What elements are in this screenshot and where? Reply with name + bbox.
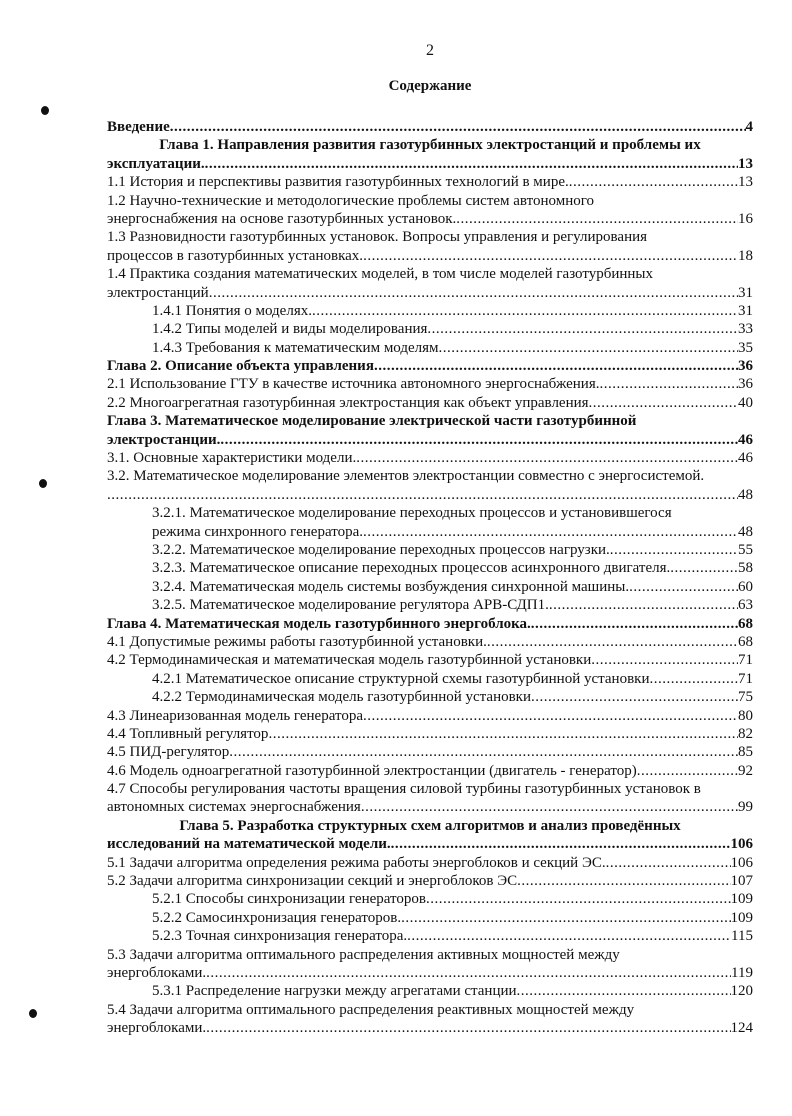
toc-title: Содержание <box>388 78 472 94</box>
toc-entry-line <box>107 707 753 725</box>
toc-entry-line <box>107 762 753 780</box>
dot-leader <box>312 302 738 320</box>
toc-entry-line <box>107 780 753 798</box>
toc-page-number: 92 <box>738 762 753 779</box>
toc-entry[interactable] <box>107 615 753 633</box>
toc-entry-title: 4.3 Линеаризованная модель генератора <box>107 707 364 724</box>
toc-entry-line <box>107 265 753 283</box>
toc-entry[interactable] <box>107 339 753 357</box>
toc-page-number: 68 <box>738 615 753 632</box>
toc-entry-title-cont: энергоблоками. <box>107 964 207 981</box>
toc-entry-line <box>107 228 753 246</box>
toc-entry-title: 5.2.3 Точная синхронизация генератора. <box>152 928 408 945</box>
dot-leader <box>170 118 746 136</box>
toc-entry-line <box>107 615 753 633</box>
dot-leader <box>649 670 738 688</box>
toc-entry-title: 3.2.4. Математическая модель системы возбуждения синхронной машины. <box>152 578 630 595</box>
toc-entry-title: 5.4 Задачи алгоритма оптимального распределения реактивных мощностей между <box>107 1001 635 1018</box>
toc-entry-line <box>107 302 753 320</box>
toc-entry[interactable] <box>107 890 753 908</box>
toc-entry-title: 4.4 Топливный регулятор <box>107 725 269 742</box>
dot-leader <box>206 1019 730 1037</box>
toc-entry[interactable] <box>107 192 753 229</box>
toc-page-number: 13 <box>738 174 753 191</box>
toc-entry[interactable] <box>107 780 753 817</box>
toc-page-number: 80 <box>738 707 753 724</box>
toc-entry-title: 2.1 Использование ГТУ в качестве источника автономного энергоснабжения. <box>107 376 600 393</box>
toc-entry[interactable] <box>107 817 753 854</box>
toc-page-number: 99 <box>738 799 753 816</box>
toc-entry-line <box>107 798 753 816</box>
toc-entry[interactable] <box>107 302 753 320</box>
toc-entry-line <box>107 394 753 412</box>
toc-entry-title: 4.1 Допустимые режимы работы газотурбинной установки. <box>107 633 487 650</box>
dot-leader <box>517 982 731 1000</box>
toc-entry-line <box>107 982 753 1000</box>
toc-entry-line <box>107 670 753 688</box>
toc-entry-title: 5.3 Задачи алгоритма оптимального распределения активных мощностей между <box>107 946 620 963</box>
toc-entry-title-cont: эксплуатации. <box>107 155 205 172</box>
toc-entry-line <box>107 173 753 191</box>
dot-leader <box>487 633 738 651</box>
toc-entry-title-cont: электростанций <box>107 284 209 301</box>
toc-page-number: 82 <box>738 725 753 742</box>
dot-leader <box>606 854 731 872</box>
dot-leader <box>610 541 738 559</box>
toc-entry[interactable] <box>107 596 753 614</box>
toc-entry-line <box>107 467 753 485</box>
toc-entry-line <box>107 964 753 982</box>
toc-entry-line <box>107 688 753 706</box>
toc-entry-title: 4.7 Способы регулирования частоты вращения силовой турбины газотурбинных установок в <box>107 781 701 798</box>
toc-page-number: 85 <box>738 744 753 761</box>
toc-entry[interactable] <box>107 707 753 725</box>
toc-page-number: 31 <box>738 284 753 301</box>
toc-entry-title: 3.2.3. Математическое описание переходных процессов асинхронного двигателя. <box>152 560 671 577</box>
toc-entry-title-cont: электростанции. <box>107 431 221 448</box>
toc-page-number: 71 <box>738 670 753 687</box>
toc-entry[interactable] <box>107 357 753 375</box>
dot-leader <box>407 927 731 945</box>
toc-entry-line <box>107 210 753 228</box>
dot-leader <box>426 890 731 908</box>
toc-page-number: 40 <box>738 394 753 411</box>
table-of-contents <box>107 118 753 1038</box>
toc-page-number: 109 <box>730 891 753 908</box>
dot-leader <box>456 210 738 228</box>
toc-entry-title: 1.3 Разновидности газотурбинных установок. Вопросы управления и регулирования <box>107 229 648 246</box>
toc-entry-title: 4.5 ПИД-регулятор <box>107 744 230 761</box>
page-number: 2 <box>426 42 434 59</box>
toc-entry[interactable] <box>107 118 753 136</box>
toc-entry-line <box>107 835 753 853</box>
dot-leader <box>356 449 738 467</box>
dot-leader <box>363 247 738 265</box>
toc-page-number: 106 <box>730 854 753 871</box>
toc-entry-title-cont: автономных системах энергоснабжения <box>107 799 361 816</box>
toc-entry-line <box>107 155 753 173</box>
toc-entry-title: 1.4.3 Требования к математическим моделям <box>152 339 439 356</box>
toc-page-number: 4 <box>745 119 753 135</box>
toc-page-number: 36 <box>738 376 753 393</box>
toc-page-number: 63 <box>738 597 753 614</box>
toc-entry[interactable] <box>107 412 753 449</box>
dot-leader <box>363 523 738 541</box>
toc-entry-title: 5.1 Задачи алгоритма определения режима работы энергоблоков и секций ЭС. <box>107 854 606 871</box>
toc-entry-title: 5.2.1 Способы синхронизации генераторов <box>152 891 426 908</box>
toc-entry[interactable] <box>107 559 753 577</box>
toc-entry-line <box>107 118 753 136</box>
toc-page-number: 124 <box>730 1020 753 1037</box>
toc-entry-line <box>107 523 753 541</box>
toc-entry-line <box>107 486 753 504</box>
toc-entry-title-cont: энергоблоками. <box>107 1020 207 1037</box>
toc-entry-line <box>107 651 753 669</box>
dot-leader <box>268 725 738 743</box>
toc-entry-line <box>107 946 753 964</box>
toc-page-number: 119 <box>731 964 753 981</box>
toc-entry-title: Глава 5. Разработка структурных схем алгоритмов и анализ проведённых <box>179 817 681 834</box>
dot-leader <box>517 872 730 890</box>
dot-leader <box>401 909 730 927</box>
toc-entry-title: 1.1 История и перспективы развития газотурбинных технологий в мире. <box>107 174 569 191</box>
toc-entry-title-cont: энергоснабжения на основе газотурбинных установок. <box>107 210 457 227</box>
toc-entry-line <box>107 743 753 761</box>
toc-page-number: 75 <box>738 689 753 706</box>
toc-entry-title: 5.2 Задачи алгоритма синхронизации секций и энергоблоков ЭС <box>107 873 518 890</box>
dot-leader <box>589 394 738 412</box>
toc-entry[interactable] <box>107 743 753 761</box>
toc-entry-line <box>107 247 753 265</box>
toc-entry[interactable] <box>107 633 753 651</box>
toc-entry-title: 3.2.5. Математическое моделирование регулятора АРВ-СДП1. <box>152 597 549 614</box>
toc-page-number: 48 <box>738 523 753 540</box>
dot-leader <box>361 798 738 816</box>
toc-entry[interactable] <box>107 946 753 983</box>
toc-entry-title: 2.2 Многоагрегатная газотурбинная электростанция как объект управления <box>107 394 589 411</box>
toc-entry-title-cont: режима синхронного генератора. <box>152 523 363 540</box>
toc-entry-line <box>107 375 753 393</box>
toc-entry-title-cont: процессов в газотурбинных установках. <box>107 247 364 264</box>
toc-entry-title: 1.2 Научно-технические и методологические проблемы систем автономного <box>107 192 595 209</box>
dot-leader <box>374 357 738 375</box>
toc-entry[interactable] <box>107 375 753 393</box>
scan-speck <box>41 106 49 115</box>
toc-entry-line <box>107 192 753 210</box>
toc-entry[interactable] <box>107 927 753 945</box>
toc-entry[interactable] <box>107 1001 753 1038</box>
toc-entry-line <box>107 412 753 430</box>
toc-entry[interactable] <box>107 541 753 559</box>
toc-entry-line <box>107 357 753 375</box>
toc-entry-title: 3.2.1. Математическое моделирование переходных процессов и установившегося <box>152 505 672 522</box>
dot-leader <box>569 173 738 191</box>
toc-entry-title: 1.4 Практика создания математических моделей, в том числе моделей газотурбинных <box>107 266 654 283</box>
toc-entry-title: 4.2.1 Математическое описание структурной схемы газотурбинной установки <box>152 670 650 687</box>
toc-entry-line <box>107 927 753 945</box>
toc-entry-line <box>107 725 753 743</box>
toc-entry[interactable] <box>107 173 753 191</box>
toc-entry-line <box>107 504 753 522</box>
toc-page-number: 109 <box>730 909 753 926</box>
toc-entry-line <box>107 1019 753 1037</box>
dot-leader <box>637 762 738 780</box>
toc-page-number: 107 <box>730 873 753 890</box>
dot-leader <box>549 596 738 614</box>
toc-entry[interactable] <box>107 982 753 1000</box>
toc-page-number: 120 <box>730 983 753 1000</box>
toc-entry-title: Глава 4. Математическая модель газотурбинного энергоблока. <box>107 615 531 632</box>
dot-leader <box>599 375 738 393</box>
toc-entry[interactable] <box>107 725 753 743</box>
dot-leader <box>206 964 731 982</box>
toc-page-number: 13 <box>738 155 753 172</box>
toc-entry-title: Введение <box>107 119 170 135</box>
dot-leader <box>205 155 738 173</box>
toc-page-number: 33 <box>738 321 753 338</box>
toc-entry[interactable] <box>107 265 753 302</box>
toc-page-number: 16 <box>738 210 753 227</box>
toc-page-number: 55 <box>738 541 753 558</box>
toc-entry[interactable] <box>107 394 753 412</box>
dot-leader <box>427 320 738 338</box>
toc-page-number: 46 <box>738 431 753 448</box>
dot-leader <box>531 688 738 706</box>
dot-leader <box>670 559 738 577</box>
toc-entry-title: Глава 3. Математическое моделирование электрической части газотурбинной <box>107 413 637 430</box>
toc-entry-title: 4.6 Модель одноагрегатной газотурбинной электростанции (двигатель - генератор) <box>107 762 637 779</box>
toc-entry-line <box>107 284 753 302</box>
dot-leader <box>629 578 738 596</box>
toc-entry-line <box>107 431 753 449</box>
dot-leader <box>531 615 738 633</box>
toc-page-number: 36 <box>738 358 753 375</box>
toc-entry-title: 5.2.2 Самосинхронизация генераторов. <box>152 909 402 926</box>
scan-speck <box>39 479 47 488</box>
toc-page-number: 18 <box>738 247 753 264</box>
toc-page-number: 106 <box>730 836 753 853</box>
toc-entry-title: Глава 1. Направления развития газотурбинных электростанций и проблемы их <box>159 137 701 154</box>
toc-entry-line <box>107 320 753 338</box>
toc-entry-line <box>107 854 753 872</box>
dot-leader <box>363 707 738 725</box>
toc-page-number: 35 <box>738 339 753 356</box>
toc-page-number: 115 <box>731 928 753 945</box>
toc-entry-line <box>107 136 753 154</box>
toc-page-number: 71 <box>738 652 753 669</box>
toc-entry[interactable] <box>107 762 753 780</box>
dot-leader <box>209 284 738 302</box>
toc-entry-line <box>107 596 753 614</box>
toc-entry[interactable] <box>107 854 753 872</box>
toc-entry-title: Глава 2. Описание объекта управления <box>107 358 374 375</box>
toc-entry[interactable] <box>107 504 753 541</box>
toc-entry-line <box>107 578 753 596</box>
toc-entry[interactable] <box>107 670 753 688</box>
toc-entry-title: 3.2. Математическое моделирование элементов электростанции совместно с энергосистемой. <box>107 468 705 485</box>
toc-entry-line <box>107 449 753 467</box>
toc-page-number: 60 <box>738 578 753 595</box>
toc-entry-line <box>107 890 753 908</box>
toc-entry-title: 5.3.1 Распределение нагрузки между агрегатами станции <box>152 983 517 1000</box>
dot-leader <box>439 339 738 357</box>
toc-entry-line <box>107 541 753 559</box>
toc-entry-line <box>107 633 753 651</box>
toc-entry[interactable] <box>107 909 753 927</box>
toc-entry-line <box>107 339 753 357</box>
toc-page-number: 48 <box>738 486 753 503</box>
toc-entry-title: 3.2.2. Математическое моделирование переходных процессов нагрузки. <box>152 541 610 558</box>
toc-entry-title: 1.4.1 Понятия о моделях. <box>152 302 312 319</box>
toc-page-number: 31 <box>738 302 753 319</box>
toc-entry[interactable] <box>107 320 753 338</box>
toc-entry-line <box>107 817 753 835</box>
toc-page-number: 68 <box>738 633 753 650</box>
toc-entry[interactable] <box>107 228 753 265</box>
toc-entry-title: 3.1. Основные характеристики модели. <box>107 450 357 467</box>
toc-entry-line <box>107 872 753 890</box>
toc-entry-title-cont: исследований на математической модели. <box>107 836 391 853</box>
scan-speck <box>29 1009 37 1018</box>
toc-entry-line <box>107 559 753 577</box>
toc-entry-title: 4.2 Термодинамическая и математическая модель газотурбинной установки <box>107 652 592 669</box>
dot-leader <box>220 431 738 449</box>
toc-entry[interactable] <box>107 467 753 504</box>
dot-leader <box>229 743 738 761</box>
dot-leader <box>591 651 738 669</box>
toc-entry-title: 4.2.2 Термодинамическая модель газотурбинной установки <box>152 689 531 706</box>
toc-entry-line <box>107 909 753 927</box>
dot-leader <box>107 486 738 504</box>
toc-entry[interactable] <box>107 651 753 669</box>
toc-page-number: 46 <box>738 450 753 467</box>
toc-entry[interactable] <box>107 578 753 596</box>
toc-entry-line <box>107 1001 753 1019</box>
toc-entry[interactable] <box>107 449 753 467</box>
toc-page-number: 58 <box>738 560 753 577</box>
toc-entry[interactable] <box>107 136 753 173</box>
toc-entry-title: 1.4.2 Типы моделей и виды моделирования <box>152 321 428 338</box>
toc-entry[interactable] <box>107 688 753 706</box>
dot-leader <box>391 835 731 853</box>
toc-entry[interactable] <box>107 872 753 890</box>
